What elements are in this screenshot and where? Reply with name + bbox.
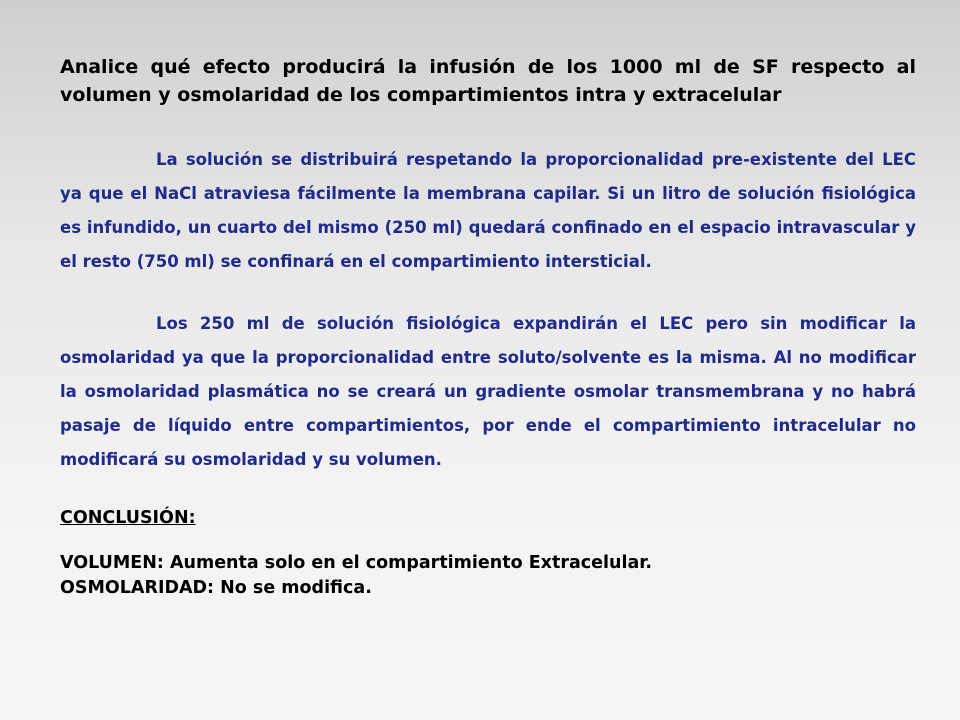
- paragraph-osmolarity: Los 250 ml de solución fisiológica expandirán el LEC pero sin modificar la osmolaridad ya que la proporcionalidad entre soluto/solvente es la misma. Al no modificar la osmolaridad plasmática no se creará un gradiente osmolar transmembrana y no habrá pasaje de líquido entre compartimientos, por ende el compartimiento intracelular no modificará su osmolaridad y su volumen.: [60, 314, 916, 469]
- conclusion-osmolarity: OSMOLARIDAD: No se modifica.: [60, 578, 372, 598]
- slide-title: Analice qué efecto producirá la infusión de los 1000 ml de SF respecto al volumen y osmolaridad de los compartimientos intra y extracelular: [60, 56, 916, 106]
- conclusion-volume: VOLUMEN: Aumenta solo en el compartimiento Extracelular.: [60, 553, 653, 573]
- slide-content: [60, 53, 916, 601]
- conclusion-heading: CONCLUSIÓN:: [60, 508, 196, 528]
- conclusion-summary: [60, 551, 916, 601]
- paragraph-distribution: La solución se distribuirá respetando la proporcionalidad pre-existente del LEC ya que el NaCl atraviesa fácilmente la membrana capilar. Si un litro de solución fisiológica es infundido, un cuarto del mismo (250 ml) quedará confinado en el espacio intravascular y el resto (750 ml) se confinará en el compartimiento intersticial.: [60, 150, 916, 271]
